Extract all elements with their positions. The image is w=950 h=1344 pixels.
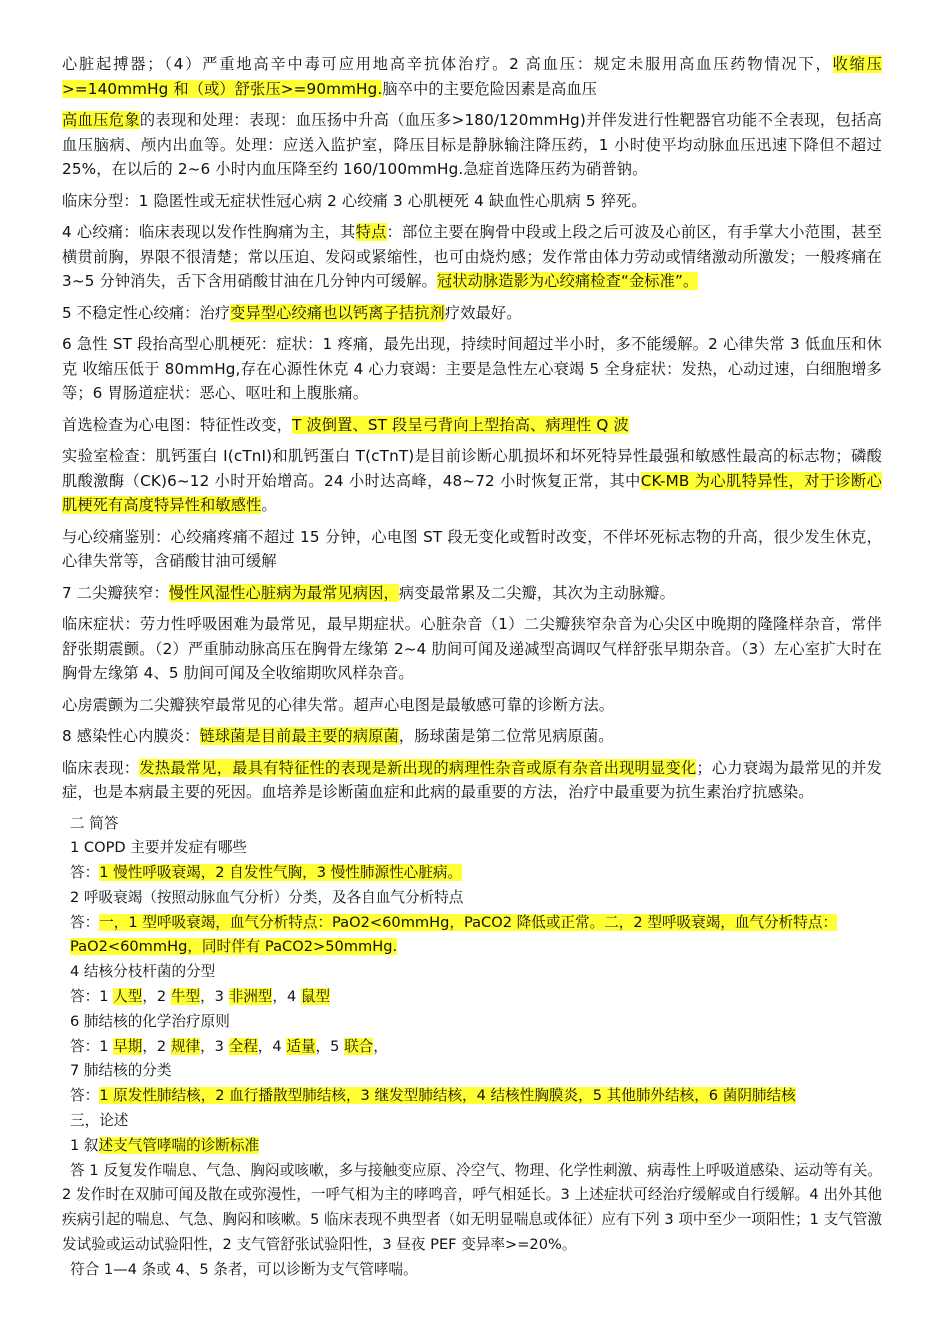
highlighted-text: 牛型 — [170, 988, 201, 1006]
paragraph — [62, 444, 882, 518]
paragraph — [62, 52, 882, 101]
highlighted-text: 慢性风湿性心脏病为最常见病因， — [168, 583, 399, 602]
text-run: 答： — [70, 913, 100, 931]
text-run: 实验室检查：肌钙蛋白 I(cTnI)和肌钙蛋白 T(cTnT)是目前诊断心肌损坏和坏死特异性最强和敏感性最高的标志物；磷酸肌酸激酶（CK)6~12 小时开始增高。24 小时达高峰，48~72 小时恢复正常，其中 — [62, 447, 882, 490]
paragraph — [62, 693, 882, 718]
text-run: 心房震颤为二尖瓣狭窄最常见的心律失常。超声心电图是最敏感可靠的诊断方法。 — [62, 695, 615, 714]
paragraph — [62, 189, 882, 214]
highlighted-text: 人型 — [113, 988, 143, 1006]
paragraph — [62, 525, 882, 574]
text-run: 首选检查为心电图：特征性改变， — [62, 415, 293, 434]
answer — [62, 1035, 882, 1060]
highlighted-text: 发热最常见，最具有特征性的表现是新出现的病理性杂音或原有杂音出现明显变化 — [139, 758, 697, 777]
highlighted-text: 联合 — [344, 1037, 374, 1055]
text-run: ， — [373, 1037, 388, 1055]
short-answer-list — [62, 836, 882, 1109]
question: 4 结核分枝杆菌的分型 — [70, 963, 216, 981]
text-run: 4 心绞痛：临床表现以发作性胸痛为主，其 — [62, 223, 356, 241]
highlighted-text: 非洲型 — [228, 988, 273, 1006]
essay-question — [62, 1134, 882, 1159]
text-run: 疗效最好。 — [444, 303, 522, 322]
text-run: ，2 — [142, 988, 171, 1006]
text-run: ，4 — [257, 1037, 287, 1055]
highlighted-text: 规律 — [170, 1037, 201, 1055]
paragraph — [62, 756, 882, 805]
paragraph — [62, 108, 882, 182]
text-run: 8 感染性心内膜炎： — [62, 727, 200, 745]
text-run: 。 — [261, 496, 277, 514]
answer — [62, 1084, 882, 1109]
text-run: ，5 — [315, 1037, 345, 1055]
answer — [62, 861, 882, 886]
text-run: ，3 — [200, 1037, 229, 1055]
highlighted-text: 变异型心绞痛也以钙离子拮抗剂 — [230, 303, 445, 322]
text-run: 心脏起搏器；（4）严重地高辛中毒可应用地高辛抗体治疗。2 高血压：规定未服用高血压药物情况下， — [62, 55, 833, 73]
text-run: 6 急性 ST 段抬高型心肌梗死：症状：1 疼痛，最先出现，持续时间超过半小时，多不能缓解。2 心律失常 3 低血压和休克 收缩压低于 80mmHg,存在心源性休克 4 心力衰竭：主要是急性左心衰竭 5 全身症状：发热，心动过速，白细胞增多等；6 胃肠道症状：恶心、呕吐和上腹胀痛。 — [62, 335, 882, 402]
text-run: 答：1 — [70, 1037, 114, 1055]
document-page — [62, 52, 882, 1283]
text-run: ，肠球菌是第二位常见病原菌。 — [398, 727, 614, 745]
text-run: 病变最常累及二尖瓣，其次为主动脉瓣。 — [398, 583, 675, 602]
highlighted-text: 述支气管哮喘的诊断标准 — [98, 1136, 260, 1154]
answer — [62, 985, 882, 1010]
question: 7 肺结核的分类 — [70, 1062, 172, 1080]
text-run: 的表现和处理：表现：血压扬中升高（血压多>180/120mmHg)并伴发进行性靶器官功能不全表现，包括高血压脑病、颅内出血等。处理：应送入监护室，降压目标是静脉输注降压药，1 小时使平均动脉血压迅速下降但不超过 25%，在以后的 2~6 小时内血压降至约 160/100mmHg.急症首选降压药为硝普钠。 — [62, 111, 882, 178]
text-run: ，4 — [272, 988, 301, 1006]
highlighted-text: 1 原发性肺结核，2 血行播散型肺结核，3 继发型肺结核，4 结核性胸膜炎，5 其他肺外结核，6 菌阴肺结核 — [99, 1087, 796, 1105]
text-run: 7 二尖瓣狭窄： — [62, 583, 169, 602]
paragraph — [62, 301, 882, 326]
text-run: 答： — [70, 1087, 100, 1105]
highlighted-text: 早期 — [113, 1037, 143, 1055]
text-run: ；心力衰竭为最常见的并发症，也是本病最主要的死因。血培养是诊断菌血症和此病的最重要的方法，治疗中最重要为抗生素治疗抗感染。 — [62, 758, 882, 801]
text-run: ：部位主要在胸骨中段或上段之后可波及心前区，有手掌大小范围，甚至横贯前胸，界限不很清楚；常以压迫、发闷或紧缩性，也可由烧灼感；发作常由体力劳动或情绪激动所激发；一般疼痛在 3~5 分钟消失，舌下含用硝酸甘油在几分钟内可缓解。 — [62, 223, 882, 290]
highlighted-text: 适量 — [286, 1037, 316, 1055]
question: 6 肺结核的化学治疗原则 — [70, 1012, 230, 1030]
highlighted-text: 一，1 型呼吸衰竭，血气分析特点：PaO2<60mmHg，PaCO2 降低或正常。二，2 型呼吸衰竭，血气分析特点：PaO2<60mmHg，同时伴有 PaCO2>50mmHg. — [70, 913, 838, 956]
essay-answer: 答 1 反复发作喘息、气急、胸闷或咳嗽，多与接触变应原、冷空气、物理、化学性刺激、病毒性上呼吸道感染、运动等有关。2 发作时在双肺可闻及散在或弥漫性，一呼气相为主的哮鸣音，呼气相延长。3 上述症状可经治疗缓解或自行缓解。4 出外其他疾病引起的喘息、气急、胸闷和咳嗽。5 临床表现不典型者（如无明显喘息或体征）应有下列 3 项中至少一项阳性；1 支气管激发试验或运动试验阳性，2 支气管舒张试验阳性，3 昼夜 PEF 变异率>=20%。 — [62, 1161, 882, 1254]
highlighted-text: CK-MB 为心肌特异性，对于诊断心肌梗死有高度特异性和敏感性 — [62, 471, 882, 514]
paragraph — [62, 581, 882, 606]
text-run: 答： — [70, 864, 100, 882]
paragraph — [62, 612, 882, 686]
text-run: 5 不稳定性心绞痛：治疗 — [62, 303, 231, 322]
text-run: 临床症状：劳力性呼吸困难为最常见，最早期症状。心脏杂音（1）二尖瓣狭窄杂音为心尖区中晚期的隆隆样杂音，常伴舒张期震颤。（2）严重肺动脉高压在胸骨左缘第 2~4 肋间可闻及递减型高调叹气样舒张早期杂音。（3）左心室扩大时在胸骨左缘第 4、5 肋间可闻及全收缩期吹风样杂音。 — [62, 615, 882, 682]
text-run: ，3 — [200, 988, 229, 1006]
question: 1 COPD 主要并发症有哪些 — [70, 839, 248, 857]
paragraph — [62, 220, 882, 294]
section-heading-short-answer: 二 简答 — [70, 814, 119, 832]
text-run: 答：1 — [70, 988, 114, 1006]
answer — [62, 911, 882, 961]
text-run: 临床分型：1 隐匿性或无症状性冠心病 2 心绞痛 3 心肌梗死 4 缺血性心肌病 5 猝死。 — [62, 191, 647, 210]
essay-conclusion: 符合 1—4 条或 4、5 条者，可以诊断为支气管哮喘。 — [70, 1260, 418, 1278]
text-run: 脑卒中的主要危险因素是高血压 — [382, 79, 598, 98]
paragraph — [62, 413, 882, 438]
paragraph — [62, 724, 882, 749]
text-run: 临床表现： — [62, 758, 140, 777]
highlighted-text: 特点 — [355, 223, 387, 241]
highlighted-text: 鼠型 — [300, 988, 331, 1006]
text-run: 1 叙 — [70, 1136, 99, 1154]
paragraph — [62, 332, 882, 406]
text-run: ，2 — [142, 1037, 171, 1055]
highlighted-text: 1 慢性呼吸衰竭，2 自发性气胸，3 慢性肺源性心脏病。 — [99, 864, 463, 882]
section-heading-essay: 三，论述 — [70, 1112, 129, 1130]
cardiology-notes — [62, 52, 882, 805]
highlighted-text: 收缩压>=140mmHg 和（或）舒张压>=90mmHg. — [62, 55, 882, 98]
text-run: 与心绞痛鉴别：心绞痛疼痛不超过 15 分钟，心电图 ST 段无变化或暂时改变，不伴坏死标志物的升高，很少发生休克，心律失常等，含硝酸甘油可缓解 — [62, 527, 882, 570]
highlighted-text: 全程 — [228, 1037, 258, 1055]
highlighted-text: T 波倒置、ST 段呈弓背向上型抬高、病理性 Q 波 — [292, 415, 629, 434]
highlighted-text: 冠状动脉造影为心绞痛检查“金标准”。 — [436, 272, 699, 290]
highlighted-text: 高血压危象 — [62, 111, 140, 129]
question: 2 呼吸衰竭（按照动脉血气分析）分类，及各自血气分析特点 — [70, 888, 464, 906]
highlighted-text: 链球菌是目前最主要的病原菌 — [199, 727, 399, 745]
